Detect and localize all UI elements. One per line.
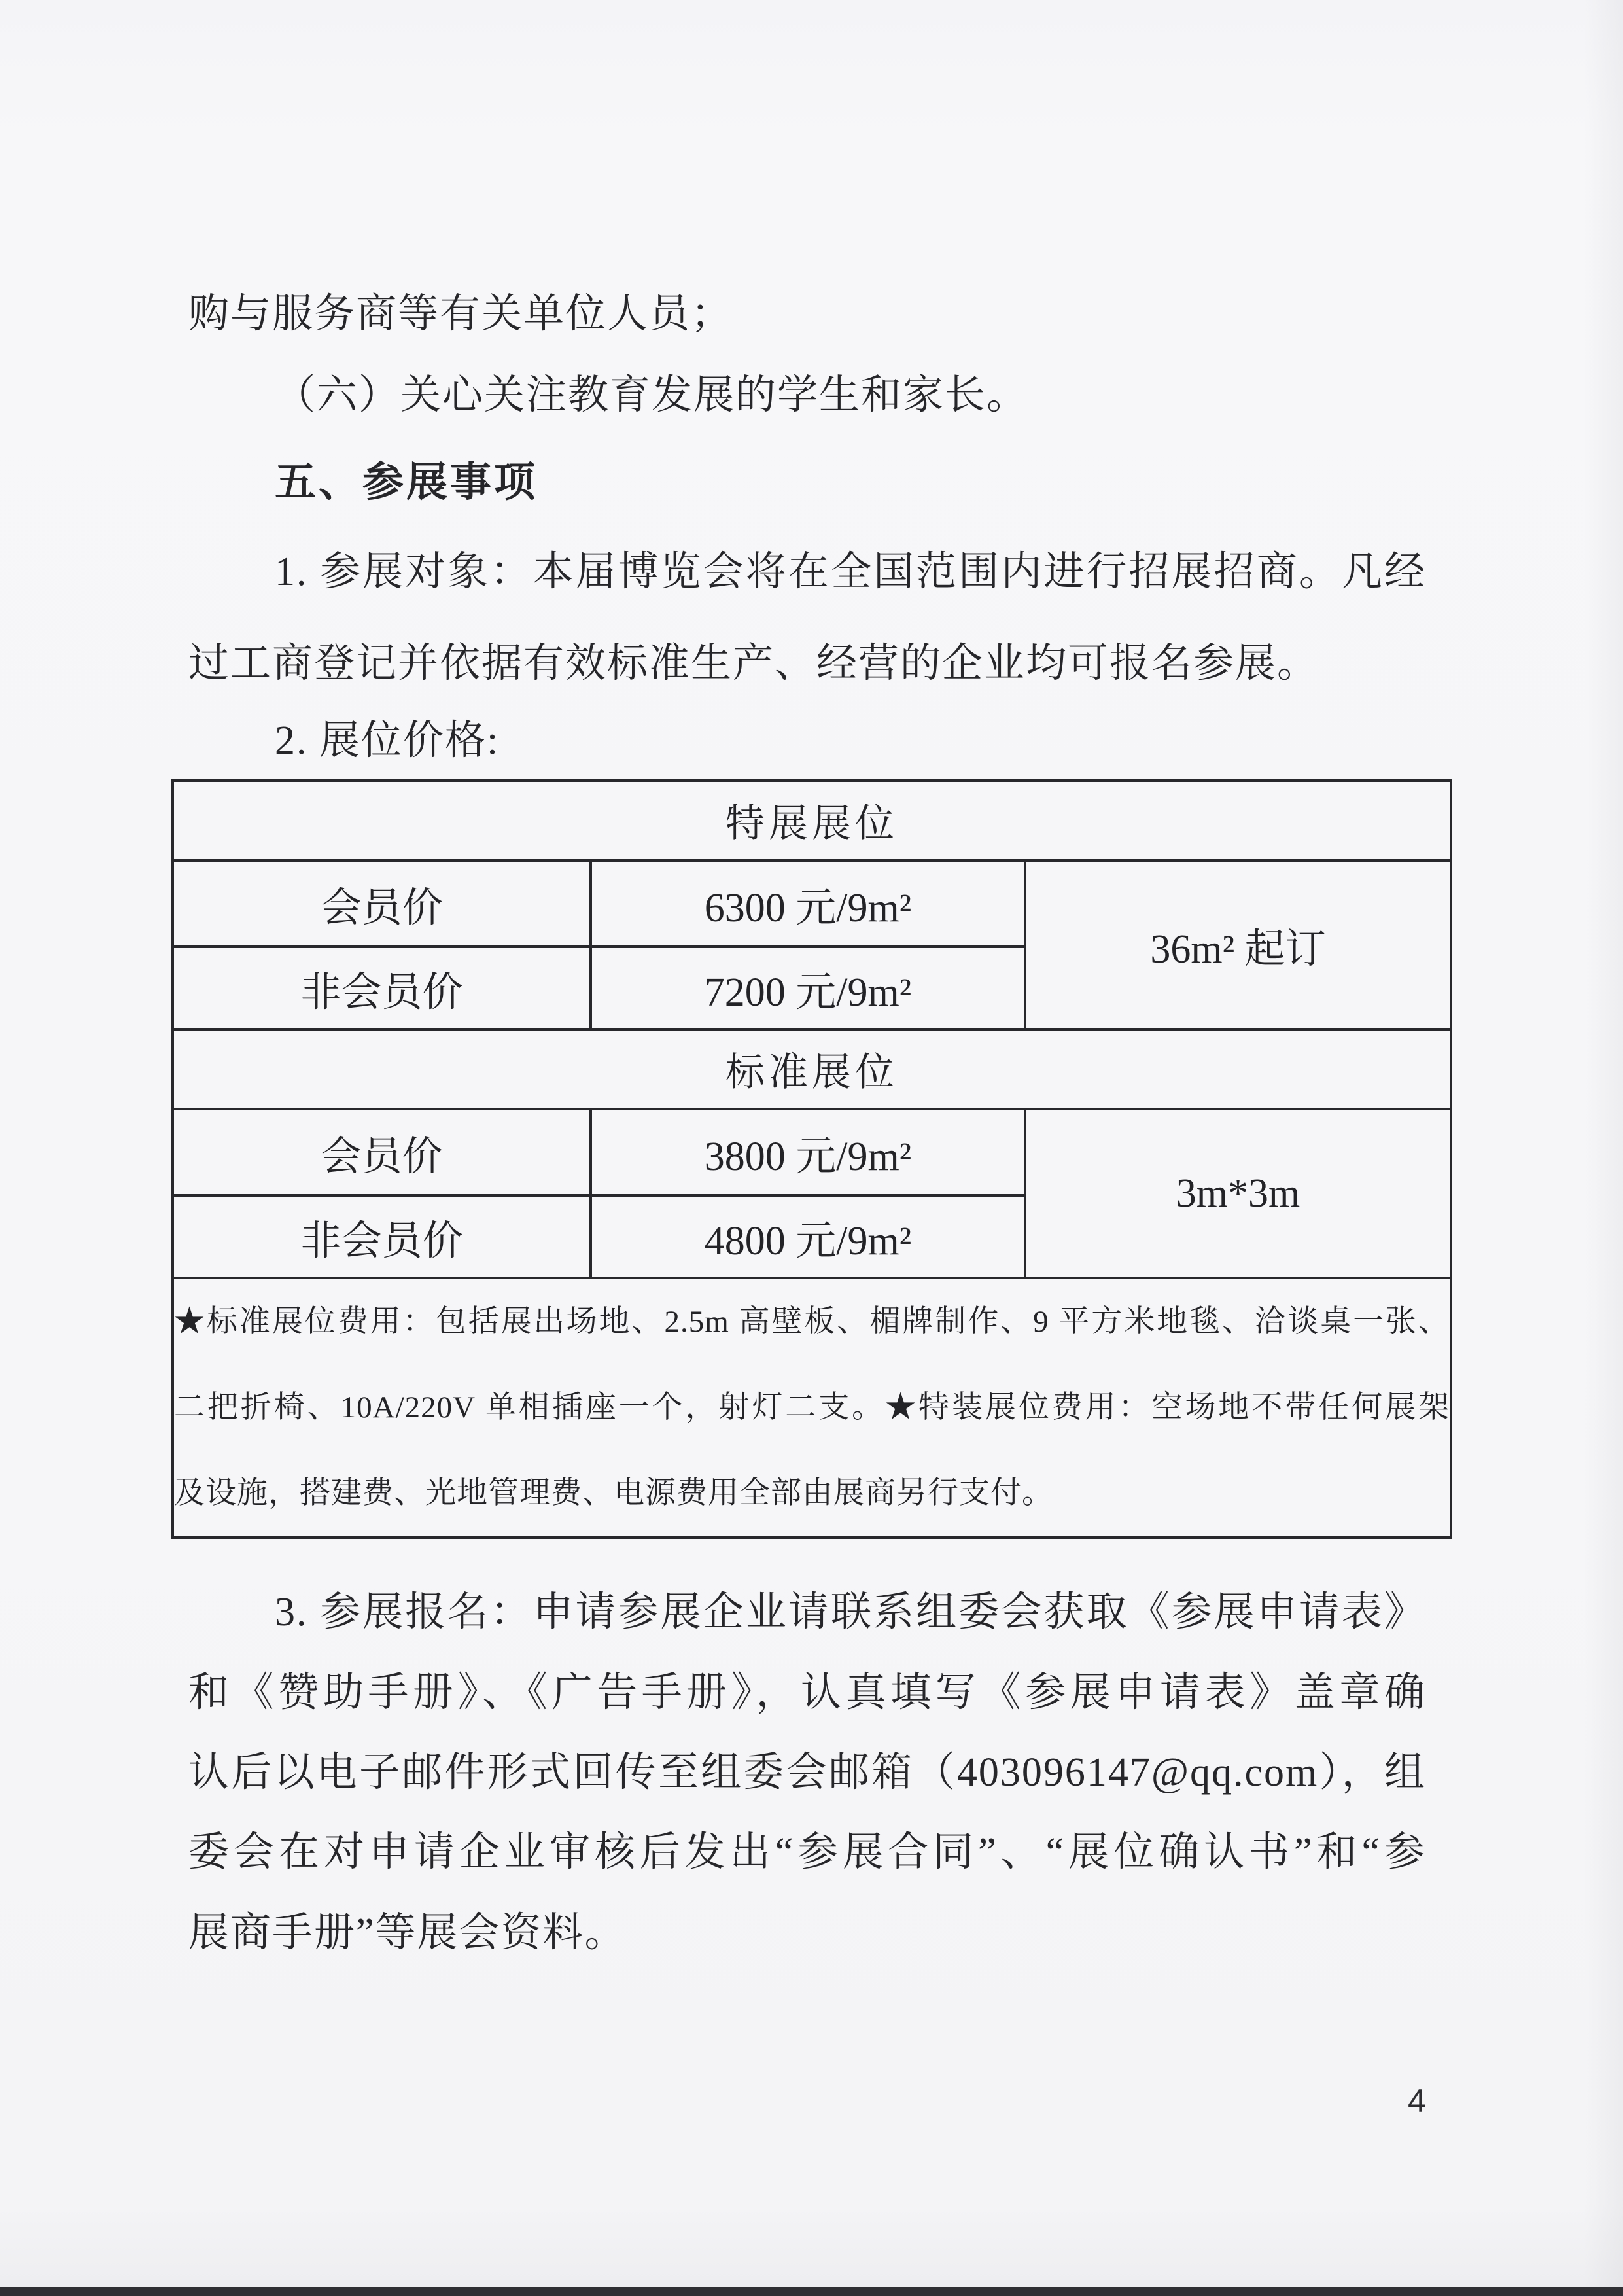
- table-row-special-header: [173, 781, 1451, 860]
- special-min-order-cell: 36m² 起订: [1025, 860, 1451, 1029]
- table-row-standard-header: [173, 1029, 1451, 1109]
- special-nonmember-price-cell: 7200 元/9m²: [591, 947, 1025, 1029]
- footnote-line-2: 二把折椅、10A/220V 单相插座一个，射灯二支。★特装展位费用：空场地不带任何展架: [174, 1390, 1450, 1424]
- page-number: 4: [1408, 2083, 1426, 2119]
- table-row: [173, 860, 1451, 947]
- special-member-price-cell: 6300 元/9m²: [591, 860, 1025, 947]
- standard-member-label-cell: 会员价: [173, 1109, 591, 1195]
- scan-edge: [0, 2287, 1623, 2296]
- body-line-carryover: 购与服务商等有关单位人员；: [188, 292, 733, 336]
- standard-nonmember-price-cell: 4800 元/9m²: [591, 1195, 1025, 1278]
- booth-fee-footnote-cell: [173, 1278, 1451, 1538]
- table-row: [173, 1109, 1451, 1195]
- footnote-line-3: 及设施，搭建费、光地管理费、电源费用全部由展商另行支付。: [174, 1476, 1053, 1510]
- booth-price-table: [171, 779, 1452, 1539]
- special-booth-header-cell: 特展展位: [173, 781, 1451, 860]
- exhibitor-para-line-1: 1. 参展对象：本届博览会将在全国范围内进行招展招商。凡经: [275, 550, 1426, 594]
- special-member-label-cell: 会员价: [173, 860, 591, 947]
- signup-para-line-1: 3. 参展报名：申请参展企业请联系组委会获取《参展申请表》: [275, 1590, 1426, 1634]
- signup-para-line-2: 和《赞助手册》、《广告手册》，认真填写《参展申请表》盖章确: [188, 1670, 1426, 1715]
- standard-booth-header-cell: 标准展位: [173, 1029, 1451, 1109]
- footnote-line-1: ★标准展位费用：包括展出场地、2.5m 高壁板、楣牌制作、9 平方米地毯、洽谈桌一张、: [174, 1305, 1450, 1339]
- special-nonmember-label-cell: 非会员价: [173, 947, 591, 1029]
- section-heading: 五、参展事项: [275, 459, 538, 505]
- body-line-item-six: （六）关心关注教育发展的学生和家长。: [275, 373, 1029, 417]
- signup-para-line-5: 展商手册”等展会资料。: [188, 1911, 627, 1955]
- signup-para-line-3: 认后以电子邮件形式回传至组委会邮箱（403096147@qq.com），组: [188, 1750, 1426, 1795]
- price-label-line: 2. 展位价格:: [275, 718, 500, 763]
- standard-size-cell: 3m*3m: [1025, 1109, 1451, 1278]
- standard-member-price-cell: 3800 元/9m²: [591, 1109, 1025, 1195]
- standard-nonmember-label-cell: 非会员价: [173, 1195, 591, 1278]
- scan-shade: [1584, 0, 1623, 2296]
- exhibitor-para-line-2: 过工商登记并依据有效标准生产、经营的企业均可报名参展。: [188, 641, 1319, 686]
- table-row-footnote: [173, 1278, 1451, 1538]
- signup-para-line-4: 委会在对申请企业审核后发出“参展合同”、“展位确认书”和“参: [188, 1830, 1426, 1875]
